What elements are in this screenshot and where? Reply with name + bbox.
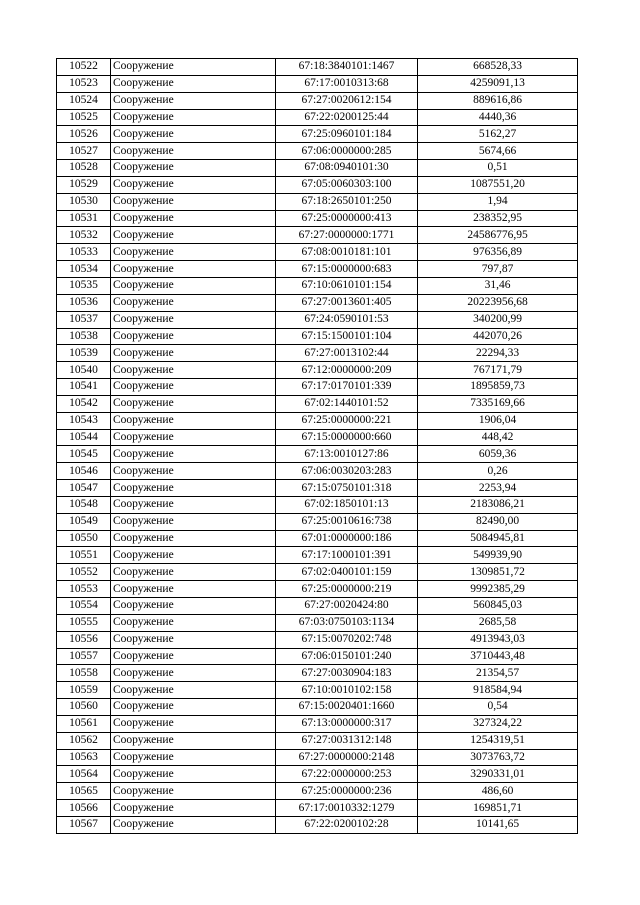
cadastral-value-cell: 327324,22 [418,715,578,732]
row-number-cell: 10532 [57,227,111,244]
row-number-cell: 10522 [57,59,111,76]
row-number-cell: 10557 [57,648,111,665]
row-number-cell: 10559 [57,682,111,699]
table-row [57,328,578,345]
cadastral-value-cell: 24586776,95 [418,227,578,244]
table-row [57,277,578,294]
cadastral-value-cell: 4440,36 [418,109,578,126]
table-row [57,261,578,278]
cadastral-value-cell: 4259091,13 [418,75,578,92]
row-number-cell: 10561 [57,715,111,732]
cadastral-value-cell: 21354,57 [418,665,578,682]
cadastral-number-cell: 67:02:1440101:52 [276,395,418,412]
cadastral-number-cell: 67:27:0020612:154 [276,92,418,109]
object-type-cell: Сооружение [111,480,276,497]
cadastral-value-cell: 918584,94 [418,682,578,699]
object-type-cell: Сооружение [111,193,276,210]
table-row [57,749,578,766]
row-number-cell: 10533 [57,244,111,261]
table-row [57,783,578,800]
object-type-cell: Сооружение [111,261,276,278]
row-number-cell: 10563 [57,749,111,766]
cadastral-value-cell: 9992385,29 [418,581,578,598]
cadastral-number-cell: 67:18:3840101:1467 [276,59,418,76]
table-row [57,362,578,379]
table-row [57,176,578,193]
row-number-cell: 10560 [57,699,111,716]
row-number-cell: 10549 [57,513,111,530]
object-type-cell: Сооружение [111,412,276,429]
cadastral-value-cell: 1906,04 [418,412,578,429]
cadastral-number-cell: 67:27:0000000:2148 [276,749,418,766]
cadastral-value-cell: 486,60 [418,783,578,800]
table-row [57,143,578,160]
row-number-cell: 10562 [57,732,111,749]
table-row [57,699,578,716]
cadastral-value-cell: 549939,90 [418,547,578,564]
object-type-cell: Сооружение [111,59,276,76]
cadastral-number-cell: 67:17:0170101:339 [276,379,418,396]
object-type-cell: Сооружение [111,277,276,294]
cadastral-number-cell: 67:05:0060303:100 [276,176,418,193]
object-type-cell: Сооружение [111,631,276,648]
cadastral-number-cell: 67:02:1850101:13 [276,496,418,513]
table-row [57,648,578,665]
cadastral-value-cell: 5674,66 [418,143,578,160]
cadastral-value-cell: 7335169,66 [418,395,578,412]
object-type-cell: Сооружение [111,800,276,817]
cadastral-number-cell: 67:27:0013601:405 [276,294,418,311]
object-type-cell: Сооружение [111,328,276,345]
object-type-cell: Сооружение [111,210,276,227]
object-type-cell: Сооружение [111,816,276,833]
table-row [57,311,578,328]
cadastral-number-cell: 67:10:0010102:158 [276,682,418,699]
object-type-cell: Сооружение [111,395,276,412]
row-number-cell: 10555 [57,614,111,631]
cadastral-value-cell: 1254319,51 [418,732,578,749]
table-row [57,816,578,833]
cadastral-value-cell: 4913943,03 [418,631,578,648]
object-type-cell: Сооружение [111,581,276,598]
row-number-cell: 10527 [57,143,111,160]
cadastral-value-cell: 2183086,21 [418,496,578,513]
object-type-cell: Сооружение [111,362,276,379]
cadastral-number-cell: 67:15:0020401:1660 [276,699,418,716]
cadastral-value-cell: 668528,33 [418,59,578,76]
object-type-cell: Сооружение [111,345,276,362]
object-type-cell: Сооружение [111,665,276,682]
object-type-cell: Сооружение [111,143,276,160]
cadastral-number-cell: 67:12:0000000:209 [276,362,418,379]
table-row [57,665,578,682]
cadastral-value-cell: 169851,71 [418,800,578,817]
table-row [57,614,578,631]
row-number-cell: 10534 [57,261,111,278]
row-number-cell: 10567 [57,816,111,833]
row-number-cell: 10542 [57,395,111,412]
row-number-cell: 10526 [57,126,111,143]
cadastral-value-cell: 889616,86 [418,92,578,109]
cadastral-number-cell: 67:25:0960101:184 [276,126,418,143]
cadastral-number-cell: 67:06:0000000:285 [276,143,418,160]
cadastral-value-cell: 10141,65 [418,816,578,833]
object-type-cell: Сооружение [111,564,276,581]
row-number-cell: 10543 [57,412,111,429]
cadastral-number-cell: 67:13:0010127:86 [276,446,418,463]
cadastral-number-cell: 67:27:0031312:148 [276,732,418,749]
object-type-cell: Сооружение [111,614,276,631]
cadastral-value-cell: 1309851,72 [418,564,578,581]
cadastral-number-cell: 67:15:0000000:683 [276,261,418,278]
object-type-cell: Сооружение [111,446,276,463]
table-row [57,480,578,497]
cadastral-number-cell: 67:10:0610101:154 [276,277,418,294]
table-row [57,59,578,76]
object-type-cell: Сооружение [111,749,276,766]
table-row [57,244,578,261]
object-type-cell: Сооружение [111,547,276,564]
cadastral-value-cell: 1087551,20 [418,176,578,193]
row-number-cell: 10529 [57,176,111,193]
object-type-cell: Сооружение [111,92,276,109]
cadastral-number-cell: 67:24:0590101:53 [276,311,418,328]
row-number-cell: 10564 [57,766,111,783]
row-number-cell: 10538 [57,328,111,345]
row-number-cell: 10558 [57,665,111,682]
object-type-cell: Сооружение [111,463,276,480]
cadastral-number-cell: 67:27:0000000:1771 [276,227,418,244]
row-number-cell: 10556 [57,631,111,648]
object-type-cell: Сооружение [111,699,276,716]
cadastral-number-cell: 67:15:0070202:748 [276,631,418,648]
table-row [57,715,578,732]
object-type-cell: Сооружение [111,530,276,547]
cadastral-number-cell: 67:25:0000000:413 [276,210,418,227]
cadastral-value-cell: 560845,03 [418,598,578,615]
cadastral-number-cell: 67:15:0750101:318 [276,480,418,497]
cadastral-number-cell: 67:18:2650101:250 [276,193,418,210]
cadastral-value-cell: 976356,89 [418,244,578,261]
object-type-cell: Сооружение [111,75,276,92]
table-row [57,547,578,564]
row-number-cell: 10566 [57,800,111,817]
table-row [57,496,578,513]
object-type-cell: Сооружение [111,379,276,396]
cadastral-number-cell: 67:15:0000000:660 [276,429,418,446]
row-number-cell: 10535 [57,277,111,294]
cadastral-value-cell: 2685,58 [418,614,578,631]
row-number-cell: 10544 [57,429,111,446]
row-number-cell: 10551 [57,547,111,564]
table-row [57,160,578,177]
table-row [57,109,578,126]
cadastral-value-cell: 3073763,72 [418,749,578,766]
row-number-cell: 10525 [57,109,111,126]
table-row [57,766,578,783]
cadastral-number-cell: 67:06:0030203:283 [276,463,418,480]
object-type-cell: Сооружение [111,783,276,800]
table-row [57,345,578,362]
row-number-cell: 10540 [57,362,111,379]
row-number-cell: 10547 [57,480,111,497]
cadastral-number-cell: 67:08:0940101:30 [276,160,418,177]
row-number-cell: 10546 [57,463,111,480]
row-number-cell: 10553 [57,581,111,598]
row-number-cell: 10554 [57,598,111,615]
cadastral-number-cell: 67:27:0013102:44 [276,345,418,362]
cadastral-value-cell: 3290331,01 [418,766,578,783]
table-row [57,598,578,615]
row-number-cell: 10523 [57,75,111,92]
object-type-cell: Сооружение [111,513,276,530]
cadastral-value-cell: 2253,94 [418,480,578,497]
table-row [57,126,578,143]
row-number-cell: 10530 [57,193,111,210]
table-row [57,564,578,581]
cadastral-value-cell: 31,46 [418,277,578,294]
object-type-cell: Сооружение [111,126,276,143]
row-number-cell: 10552 [57,564,111,581]
object-type-cell: Сооружение [111,244,276,261]
row-number-cell: 10531 [57,210,111,227]
table-row [57,75,578,92]
table-row [57,193,578,210]
cadastral-number-cell: 67:06:0150101:240 [276,648,418,665]
row-number-cell: 10545 [57,446,111,463]
cadastral-number-cell: 67:03:0750103:1134 [276,614,418,631]
row-number-cell: 10548 [57,496,111,513]
cadastral-number-cell: 67:13:0000000:317 [276,715,418,732]
row-number-cell: 10541 [57,379,111,396]
cadastral-number-cell: 67:01:0000000:186 [276,530,418,547]
table-row [57,463,578,480]
cadastral-value-cell: 82490,00 [418,513,578,530]
cadastral-number-cell: 67:22:0000000:253 [276,766,418,783]
cadastral-value-cell: 1895859,73 [418,379,578,396]
row-number-cell: 10524 [57,92,111,109]
table-row [57,429,578,446]
table-row [57,631,578,648]
object-type-cell: Сооружение [111,766,276,783]
table-row [57,446,578,463]
cadastral-value-cell: 20223956,68 [418,294,578,311]
cadastral-value-cell: 448,42 [418,429,578,446]
cadastral-number-cell: 67:25:0000000:219 [276,581,418,598]
table-row [57,395,578,412]
cadastral-value-cell: 0,26 [418,463,578,480]
cadastral-value-cell: 5084945,81 [418,530,578,547]
object-type-cell: Сооружение [111,496,276,513]
cadastral-number-cell: 67:17:0010313:68 [276,75,418,92]
table-row [57,682,578,699]
object-type-cell: Сооружение [111,715,276,732]
row-number-cell: 10537 [57,311,111,328]
cadastral-number-cell: 67:02:0400101:159 [276,564,418,581]
cadastral-number-cell: 67:25:0000000:221 [276,412,418,429]
object-type-cell: Сооружение [111,160,276,177]
object-type-cell: Сооружение [111,429,276,446]
object-type-cell: Сооружение [111,598,276,615]
row-number-cell: 10539 [57,345,111,362]
cadastral-number-cell: 67:25:0010616:738 [276,513,418,530]
cadastral-number-cell: 67:27:0020424:80 [276,598,418,615]
cadastral-value-cell: 0,54 [418,699,578,716]
cadastral-number-cell: 67:17:1000101:391 [276,547,418,564]
table-row [57,581,578,598]
table-row [57,379,578,396]
object-type-cell: Сооружение [111,294,276,311]
object-type-cell: Сооружение [111,311,276,328]
table-row [57,227,578,244]
object-type-cell: Сооружение [111,732,276,749]
row-number-cell: 10536 [57,294,111,311]
cadastral-number-cell: 67:08:0010181:101 [276,244,418,261]
object-type-cell: Сооружение [111,648,276,665]
cadastral-number-cell: 67:15:1500101:104 [276,328,418,345]
cadastral-value-cell: 767171,79 [418,362,578,379]
cadastral-value-cell: 238352,95 [418,210,578,227]
cadastral-value-cell: 3710443,48 [418,648,578,665]
cadastral-value-table [56,58,578,834]
cadastral-value-cell: 1,94 [418,193,578,210]
cadastral-value-cell: 5162,27 [418,126,578,143]
cadastral-value-cell: 0,51 [418,160,578,177]
table-row [57,800,578,817]
cadastral-number-cell: 67:22:0200125:44 [276,109,418,126]
table-row [57,294,578,311]
cadastral-number-cell: 67:27:0030904:183 [276,665,418,682]
table-row [57,530,578,547]
cadastral-number-cell: 67:25:0000000:236 [276,783,418,800]
table-body [57,59,578,834]
cadastral-number-cell: 67:22:0200102:28 [276,816,418,833]
object-type-cell: Сооружение [111,682,276,699]
table-row [57,412,578,429]
table-row [57,732,578,749]
object-type-cell: Сооружение [111,227,276,244]
cadastral-value-cell: 22294,33 [418,345,578,362]
cadastral-value-cell: 6059,36 [418,446,578,463]
cadastral-number-cell: 67:17:0010332:1279 [276,800,418,817]
object-type-cell: Сооружение [111,109,276,126]
cadastral-value-cell: 442070,26 [418,328,578,345]
row-number-cell: 10550 [57,530,111,547]
row-number-cell: 10528 [57,160,111,177]
table-row [57,92,578,109]
table-row [57,513,578,530]
object-type-cell: Сооружение [111,176,276,193]
cadastral-value-cell: 340200,99 [418,311,578,328]
row-number-cell: 10565 [57,783,111,800]
cadastral-value-cell: 797,87 [418,261,578,278]
table-row [57,210,578,227]
